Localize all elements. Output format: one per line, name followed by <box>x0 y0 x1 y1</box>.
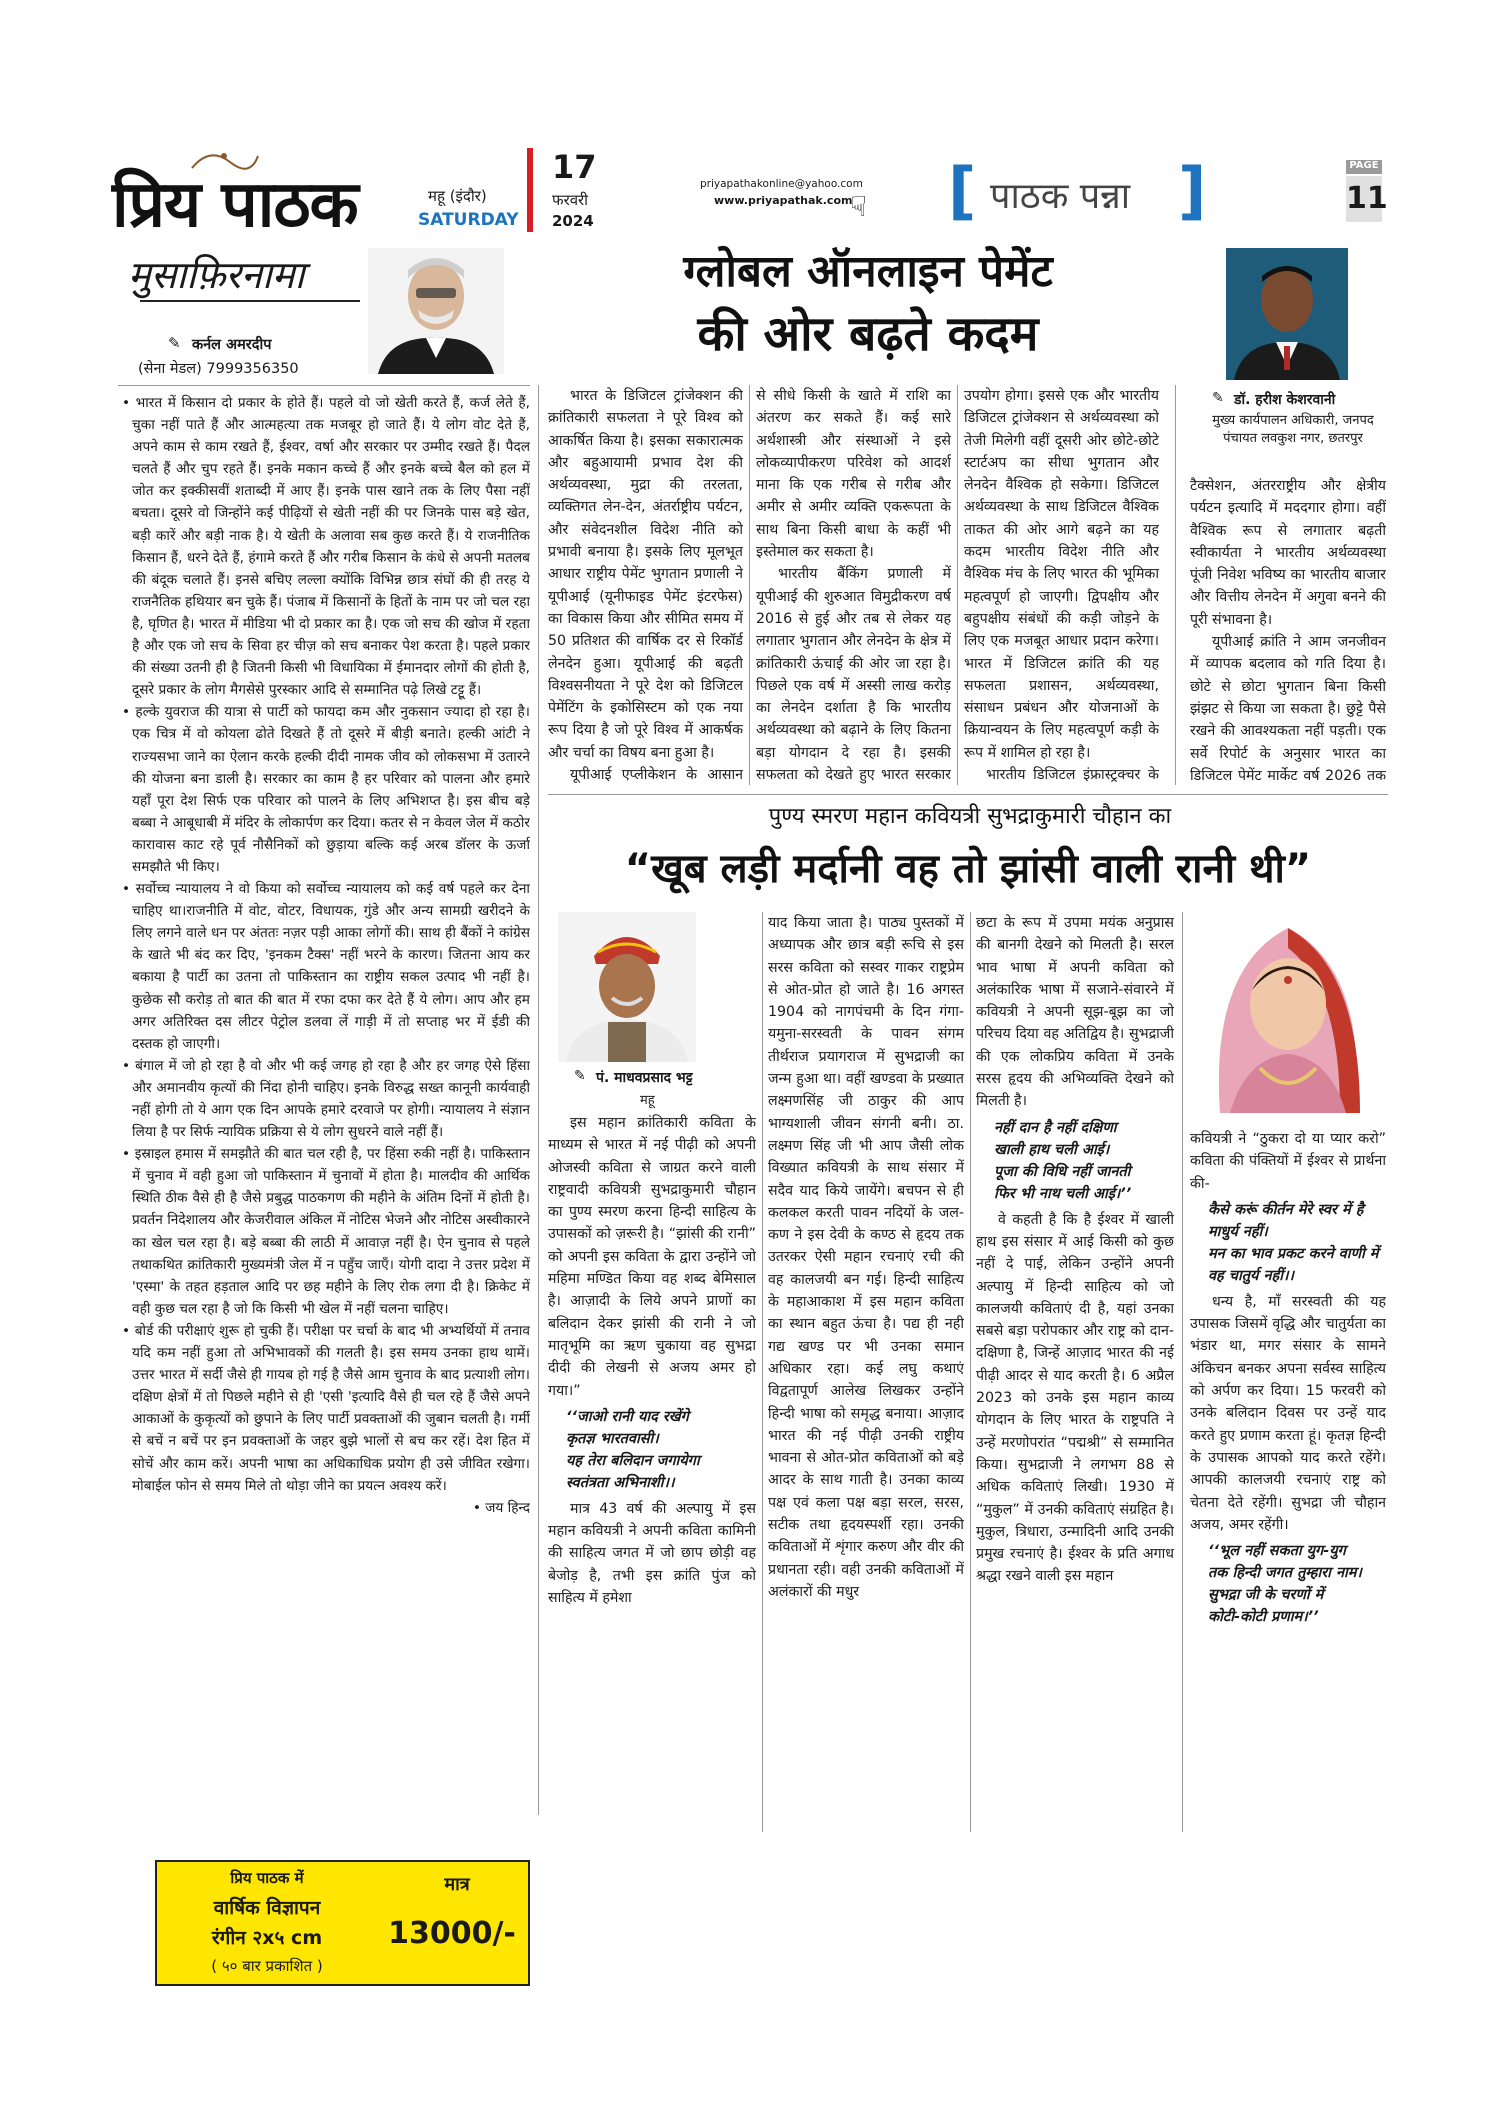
author-photo <box>368 248 504 374</box>
ad-line-1: प्रिय पाठक में <box>230 1869 304 1887</box>
date-month: फरवरी <box>552 191 589 209</box>
column-bullet: • हल्के युवराज की यात्रा से पार्टी को फायदा कम और नुकसान ज्यादा हो रहा है। एक चित्र में वो कोयला ढोते दिखते हैं तो दूसरे में बीड़ी बनाते। हल्की आंटी ने राज्यसभा जाने का ऐलान करके हल्की दीदी नामक जीव को लोकसभा में उतारने की योजना बना डाली है। सरकार का काम है हर परिवार को पालना और हमारे यहाँ पूरा देश सिर्फ एक परिवार को पालने के लिए अभिशप्त है। इस बीच बड़े बब्बा ने आबूधाबी में मंदिर के लोकार्पण कर दिया। कतर से न केवल जेल में कठोर कारावास काट रहे पूर्व नौसैनिकों को छुड़ाया बल्कि कई अरब डॉलर के ऊर्जा समझौते भी किए। <box>122 704 530 875</box>
column-bullet: • भारत में किसान दो प्रकार के होते हैं। पहले वो जो खेती करते हैं, कर्ज लेते हैं, चुका नहीं पाते हैं और आत्महत्या तक मजबूर हो जाते हैं। ये लोग वोट देते हैं, अपने काम से काम रखते हैं, ईश्वर, वर्षा और सरकार पर उम्मीद रखते हैं। पैदल चलते हैं और चुप रहते हैं। इनके मकान कच्चे हैं और इनके बच्चे बैल को हल में जोत कर इक्कीसवीं शताब्दी में आए हैं। इनके पास खाने तक के लिए पैसा नहीं बचता। दूसरे वो जिन्होंने कई पीढ़ियों से खेती नहीं की पर जिनके पास बड़े खेत, बड़ी कारें और बड़ी नाक है। ये खेती के अलावा सब कुछ करते हैं। ये राजनीतिक किसान हैं, धरने देते हैं, हंगामे करते हैं और गरीब किसान के कंधे से अपनी मतलब की बंदूक चलाते हैं। इनसे बचिए लल्ला क्योंकि विभिन्न छात्र संघों की ही तरह ये राजनैतिक हथियार बन चुके हैं। पंजाब में किसानों के हितों के नाम पर जो चल रहा है, घृणित है। भारत में मीडिया भी दो प्रकार का है। एक जो सच की खोज में रहता है और एक जो सच के सिवा हर चीज़ को सच बनाकर पेश करता है। पहले प्रकार की संख्या उतनी ही है जितनी किसी भी विधायिका में ईमानदार लोगों की होती है, दूसरे प्रकार के लोग मैगसेसे पुरस्कार आदि से सम्मानित पढ़े लिखे टट्टू हैं। <box>122 395 530 699</box>
poem-stanza: ‘‘जाओ रानी याद रखेंगे कृतज्ञ भारतवासी। यह तेरा बलिदान जगायेगा स्वतंत्रता अभिनाशी।। <box>566 1408 700 1491</box>
section-bracket-right: ] <box>1178 154 1207 227</box>
date-number: 17 <box>552 148 597 186</box>
column-author-sub: (सेना मेडल) 7999356350 <box>138 361 299 377</box>
column-body <box>118 392 530 1837</box>
hand-pointer-icon: ☟ <box>850 190 868 223</box>
poem-stanza: नहीं दान है नहीं दक्षिणा खाली हाथ चली आई। पूजा की विधि नहीं जानती फिर भी नाथ चली आई।’’ <box>994 1119 1132 1202</box>
article1-divider <box>957 385 958 785</box>
masthead-email: priyapathakonline@yahoo.com <box>700 178 863 190</box>
article2-author-photo <box>558 912 696 1062</box>
article1-author: डॉ. हरीश केशरवानी <box>1234 392 1336 408</box>
ad-line-3: रंगीन २x५ cm <box>211 1927 323 1949</box>
pen-icon: ✎ <box>168 334 181 352</box>
article1-headline-2: की ओर बढ़ते कदम <box>697 306 1039 362</box>
column-title-underline <box>140 300 360 302</box>
subhadra-portrait <box>1190 908 1386 1113</box>
article1-author-photo <box>1226 248 1348 380</box>
masthead-logo: प्रिय पाठक <box>112 167 358 242</box>
logo-swirl <box>190 150 260 172</box>
article2-author-place: महू <box>640 1093 655 1108</box>
article2-kicker: पुण्य स्मरण महान कवियत्री सुभद्राकुमारी चौहान का <box>768 804 1172 829</box>
date-year: 2024 <box>552 212 594 230</box>
column-author: कर्नल अमरदीप <box>192 337 272 353</box>
masthead-city: महू (इंदौर) <box>428 187 487 205</box>
poem-stanza: कैसे करूं कीर्तन मेरे स्वर में है माधुर्य नहीं। मन का भाव प्रकट करने वाणी में वह चातुर्य नहीं।। <box>1208 1201 1379 1284</box>
pen-icon: ✎ <box>1212 390 1224 406</box>
column-bullet: • सर्वोच्च न्यायालय ने वो किया को सर्वोच्च न्यायालय को कई वर्ष पहले कर देना चाहिए था।राजनीति में वोट, वोटर, विधायक, गुंडे और अन्य सामग्री खरीदने के लिए लगने वाले धन पर अंततः नज़र पड़ी आका लोगों की। साथ ही बैंकों ने कांग्रेस के खाते भी बंद कर दिए, 'इनकम टैक्स' नहीं भरने के कारण। जितना आय कर बकाया है पार्टी का उतना तो पाकिस्तान का राष्ट्रीय सकल उत्पाद भी नहीं है। कुछेक सौ करोड़ तो बात की बात में रफा दफा कर देते हैं ये लोग। आप और हम अगर अतिरिक्त दस लीटर पेट्रोल डलवा लें गाड़ी में तो सप्ताह भर में ईडी की दस्तक हो जाएगी। <box>122 881 530 1052</box>
column-bullet: • बोर्ड की परीक्षाएं शुरू हो चुकी हैं। परीक्षा पर चर्चा के बाद भी अभ्यर्थियों में तनाव यदि कम नहीं हुआ तो अभिभावकों की गलती है। इस समय उनका हाथ थामें। उत्तर भारत में सर्दी जैसे ही गायब हो गई है जैसे आम चुनाव के बाद प्रत्याशी लोग। दक्षिण क्षेत्रों में तो पिछले महीने से ही 'एसी 'इत्यादि वैसे ही चल रहे हैं जैसे अपने आकाओं के कुकृत्यों को छुपाने के लिए पार्टी प्रवक्ताओं की जुबान चलती है। गर्मी से बचें न बचें पर इन प्रवक्ताओं के जहर बुझे भालों से बच कर रहें। देश हित में सोचें और काम करें। अपनी भाषा का अधिकाधिक प्रयोग ही उसे जीवित रखेगा। मोबाईल फोन से समय मिले तो थोड़ा जीने का प्रयत्न अवश्य करें। <box>122 1322 530 1494</box>
masthead-day: SATURDAY <box>418 210 519 230</box>
masthead-red-rule <box>527 148 533 232</box>
column-bullet: • बंगाल में जो हो रहा है वो और भी कई जगह हो रहा है और हर जगह ऐसे हिंसा और अमानवीय कृत्यों की निंदा होनी चाहिए। इनके विरुद्ध सख्त कानूनी कार्यवाही नहीं होगी तो ये आग एक दिन आपके हमारे दरवाजे पर होगी। न्यायालय ने संज्ञान लिया है पर सिर्फ न्यायिक प्रक्रिया से ये लोग सुधरने वाले नहीं हैं। <box>122 1057 530 1141</box>
article2-divider <box>970 912 971 1832</box>
column-divider <box>538 385 539 1815</box>
ad-price-label: मात्र <box>444 1874 470 1895</box>
column-top-rule <box>118 385 530 386</box>
article2-col-2: याद किया जाता है। पाठ्य पुस्तकों में अध्यापक और छात्र बड़ी रूचि से इस सरस कविता को सस्वर गाकर राष्ट्रप्रेम से ओत-प्रोत हो जाते है। 16 अगस्त 1904 को नागपंचमी के दिन गंगा-यमुना-सरस्वती के पावन संगम तीर्थराज प्रयागराज में सुभद्राजी का जन्म हुआ था। वहीं खण्डवा के प्रख्यात लक्ष्मणसिंह जी ठाकुर की आप भाग्यशाली जीवन संगनी बनी। ठा. लक्ष्मण सिंह जी भी आप जैसी लोक विख्यात कवियत्री के साथ संसार में सदैव याद किये जायेंगे। बचपन से ही कलकल करती पावन नदियों के जल-कण ने इस देवी के कण्ठ से हृदय तक उतरकर ऐसी महान रचनाएं रची की वह कालजयी बन गई। हिन्दी साहित्य के महाआकाश में इस महान कविता का स्थान बहुत ऊंचा है। पद्य ही नही गद्य खण्ड पर भी उनका समान अधिकार रहा। कई लघु कथाएं विद्वतापूर्ण आलेख लिखकर उन्होंने हिन्दी भाषा को समृद्ध बनाया। आज़ाद भारत की नई पीढ़ी उनकी राष्ट्रीय भावना से ओत-प्रोत कविताओं को बड़े आदर के साथ गाती है। उनका काव्य पक्ष एवं कला पक्ष बड़ा सरल, सरस, सटीक तथा हृदयस्पर्शी रहा। उनकी कविताओं में शृंगार करुण और वीर की प्रधानता रही। वही उनकी कविताओं में अलंकारों की मधुर <box>768 915 964 1600</box>
section-bracket-left: [ <box>948 154 977 227</box>
column-bullet: • इस्राइल हमास में समझौते की बात चल रही है, पर हिंसा रुकी नहीं है। पाकिस्तान में चुनाव में वही हुआ जो पाकिस्तान में चुनावों में होता है। मालदीव की आर्थिक स्थिति ठीक वैसे ही है जैसे प्रबुद्ध पाठकगण की महीने के अंतिम दिनों में होती है। प्रवर्तन निदेशालय और केजरीवाल अंकिल में नोटिस भेजने और नोटिस अस्वीकारने का खेल चल रहा है। बड़े बब्बा की लाठी में आवाज़ नहीं है। ऐन चुनाव से पहले तथाकथित क्रांतिकारी मुख्यमंत्री जेल में न पहुँच जाएँ। योगी दादा ने उत्तर प्रदेश में 'एस्मा' के तहत हड़ताल आदि पर छह महीने के लिए रोक लगा दी है। क्रिकेट में वही कुछ चल रहा है जो कि किसी भी खेल में नहीं चलना चाहिए। <box>122 1146 530 1317</box>
article2-divider <box>762 912 763 1832</box>
article1-divider <box>1175 385 1176 785</box>
article1-col-1: भारत के डिजिटल ट्रांजेक्शन की क्रांतिकारी सफलता ने पूरे विश्व को आकर्षित किया है। इसका सकारात्मक और बहुआयामी प्रभाव देश की अर्थव्यवस्था, मुद्रा की तरलता, व्यक्तिगत लेन-देन, अंतर्राष्ट्रीय पर्यटन, और संवेदनशील विदेश नीति को प्रभावी बनाया है। इसके लिए मूलभूत आधार राष्ट्रीय पेमेंट भुगतान प्रणाली ने यूपीआई (यूनीफाइड पेमेंट इंटरफेस) का विकास किया और सीमित समय में 50 प्रतिशत की वार्षिक दर से रिकॉर्ड लेनदेन हुआ। यूपीआई की बढ़ती विश्वसनीयता ने पूरे देश को डिजिटल पेमेंटिंग के इकोसिस्टम को एक नया रूप दिया है जो पूरे विश्व में आकर्षक और चर्चा का विषय बना हुआ है। यूपीआई एप्लीकेशन के आसान <box>548 388 743 784</box>
article2-col-3: छटा के रूप में उपमा मयंक अनुप्रास की बानगी देखने को मिलती है। सरल भाव भाषा में अपनी कविता को अलंकारिक भाषा में सजाने-संवारने में कवियत्री ने अपनी सूझ-बूझ का जो परिचय दिया वह अतिद्विय है। सुभद्राजी की एक लोकप्रिय कविता में उनके सरस हृदय की अभिव्यक्ति देखने को मिलती है। नहीं दान है नहीं दक्षिणा खाली हाथ चली आई। पूजा की विधि नहीं जानती फिर भी नाथ चली आई।’’ वे कहती है कि है ईश्वर में खाली हाथ इस संसार में आई किसी को कुछ नहीं दे पाई, लेकिन उन्होंने अपनी अल्पायु में हिन्दी साहित्य को जो कालजयी कविताएं दी है, यहां उनका सबसे बड़ा परोपकार और राष्ट्र को दान-दक्षिणा है, जिन्हें आज़ाद भारत की नई पीढ़ी आदर से याद करती है। 6 अप्रैल 2023 को उनके इस महान काव्य योगदान के लिए भारत के राष्ट्रपति ने उन्हें मरणोपरांत “पद्मश्री” से सम्मानित किया। सुभद्राजी ने लगभग 88 से अधिक कविताएं लिखी। 1930 में “मुकुल” में उनकी कविताएं संग्रहित है। मुकुल, त्रिधारा, उन्मादिनी आदि उनकी प्रमुख रचनाएं है। ईश्वर के प्रति अगाध श्रद्धा रखने वाली इस महान <box>976 915 1174 1585</box>
column-title: मुसाफ़िरनामा <box>128 253 305 297</box>
ad-box[interactable] <box>155 1860 530 1986</box>
article2-col-4: कवियत्री ने “ठुकरा दो या प्यार करो” कविता की पंक्तियों में ईश्वर से प्रार्थना की- कैसे करूं कीर्तन मेरे स्वर में है माधुर्य नहीं। मन का भाव प्रकट करने वाणी में वह चातुर्य नहीं।। धन्य है, माँ सरस्वती की यह उपासक जिसमें वृद्धि और चातुर्यता का भंडार था, मगर संसार के सामने अंकिचन बनकर अपना सर्वस्व साहित्य को अर्पण कर दिया। 15 फरवरी को उनके बलिदान दिवस पर उन्हें याद करते हुए प्रणाम करता हूं। कृतज्ञ हिन्दी के उपासक आपको याद करते रहेंगे। आपकी कालजयी रचनाएं राष्ट्र को चेतना देते रहेंगी। सुभद्रा जी चौहान अजय, अमर रहेंगी। ‘‘भूल नहीं सकता युग-युग तक हिन्दी जगत तुम्हारा नाम। सुभद्रा जी के चरणों में कोटी-कोटी प्रणाम।’’ <box>1190 1128 1386 1833</box>
column-signoff: • जय हिन्द <box>472 1499 530 1516</box>
ad-line-2: वार्षिक विज्ञापन <box>213 1897 321 1919</box>
article1-divider <box>749 385 750 785</box>
masthead-website[interactable]: www.priyapathak.com <box>714 194 853 207</box>
article1-col-4: टैक्सेशन, अंतरराष्ट्रीय और क्षेत्रीय पर्यटन इत्यादि में मददगार होगा। वहीं वैश्विक रूप से लगातार बढ़ती स्वीकार्यता ने भारतीय अर्थव्यवस्था पूंजी निवेश भविष्य का भारतीय बाजार और वित्तीय लेनदेन में अगुवा बनने की पूरी संभावना है। यूपीआई क्रांति ने आम जनजीवन में व्यापक बदलाव को गति दिया है। छोटे से छोटा भुगतान बिना किसी झंझट से किया जा सकता है। छुट्टे पैसे रखने की आवश्यकता नहीं पड़ती। एक सर्वे रिपोर्ट के अनुसार भारत का डिजिटल पेमेंट मार्केट वर्ष 2026 तक <box>1190 478 1386 784</box>
page-label: PAGE <box>1346 160 1382 174</box>
pen-icon: ✎ <box>574 1068 586 1084</box>
poem-stanza: ‘‘भूल नहीं सकता युग-युग तक हिन्दी जगत तुम्हारा नाम। सुभद्रा जी के चरणों में कोटी-कोटी प्रणाम।’’ <box>1208 1543 1362 1626</box>
ad-line-4: ( ५० बार प्रकाशित ) <box>211 1957 323 1975</box>
article2-col-1: इस महान क्रांतिकारी कविता के माध्यम से भारत में नई पीढ़ी को अपनी ओजस्वी कविता से जाग्रत करने वाली राष्ट्रवादी कवियत्री सुभद्राकुमारी चौहान का पुण्य स्मरण करना हिन्दी साहित्य के उपासकों को ज़रूरी है। “झांसी की रानी” को अपनी इस कविता के द्वारा उन्होंने जो महिमा मण्डित किया वह शब्द बेमिसाल है। आज़ादी के लिये अपने प्राणों का बलिदान देकर झांसी की रानी ने जो मातृभूमि का ऋण चुकाया वह सुभद्रा दीदी की लेखनी से अजय अमर हो गया।” ‘‘जाओ रानी याद रखेंगे कृतज्ञ भारतवासी। यह तेरा बलिदान जगायेगा स्वतंत्रता अभिनाशी।। मात्र 43 वर्ष की अल्पायु में इस महान कवियत्री ने अपनी कविता कामिनी की साहित्य जगत में जो छाप छोड़ी वह बेजोड़ है, तभी इस क्रांति पुंज को साहित्य में हमेशा <box>548 1115 756 1607</box>
page-number: 11 <box>1346 176 1382 222</box>
article1-col-2: से सीधे किसी के खाते में राशि का अंतरण कर सकते हैं। कई सारे अर्थशास्त्री और संस्थाओं ने इसे लोकव्यापीकरण परिवेश को आदर्श माना कि एक गरीब से गरीब और अमीर से अमीर व्यक्ति एकरूपता के साथ बिना किसी बाधा के कहीं भी इस्तेमाल कर सकता है। भारतीय बैंकिंग प्रणाली में यूपीआई की शुरुआत विमुद्रीकरण वर्ष 2016 से हुई और तब से लेकर यह लगातार भुगतान और लेनदेन के क्षेत्र में क्रांतिकारी ऊंचाई की ओर जा रहा है। पिछले एक वर्ष में अस्सी लाख करोड़ का लेनदेन दर्शाता है कि भारतीय अर्थव्यवस्था को बढ़ाने के लिए कितना बड़ा योगदान दे रहा है। इसकी सफलता को देखते हुए भारत सरकार <box>756 388 951 784</box>
article1-headline-1: ग्लोबल ऑनलाइन पेमेंट <box>683 246 1053 297</box>
ad-price: 13000/- <box>388 1916 516 1951</box>
article1-bottom-rule <box>548 794 1388 795</box>
section-title: पाठक पन्ना <box>990 176 1131 217</box>
article2-author: पं. माधवप्रसाद भट्ट <box>596 1070 693 1086</box>
article2-divider <box>1182 912 1183 1832</box>
article2-headline: “खूब लड़ी मर्दानी वह तो झांसी वाली रानी थी” <box>624 846 1312 892</box>
article1-author-role: मुख्य कार्यपालन अधिकारी, जनपद पंचायत लवकुश नगर, छतरपुर <box>1212 413 1374 446</box>
article1-col-3: उपयोग होगा। इससे एक और भारतीय डिजिटल ट्रांजेक्शन से अर्थव्यवस्था को तेजी मिलेगी वहीं दूसरी ओर छोटे-छोटे स्टार्टअप का सीधा भुगतान और लेनदेन वैश्विक हो सकेगा। डिजिटल अर्थव्यवस्था के साथ डिजिटल वैश्विक ताकत की ओर आगे बढ़ने का यह कदम भारतीय विदेश नीति और वैश्विक मंच के लिए भारत की भूमिका महत्वपूर्ण हो जाएगी। द्विपक्षीय और बहुपक्षीय संबंधों की कड़ी जोड़ने के लिए एक मजबूत आधार प्रदान करेगा। भारत में डिजिटल क्रांति की यह सफलता प्रशासन, अर्थव्यवस्था, संसाधन प्रबंधन और योजनाओं के क्रियान्वयन के लिए महत्वपूर्ण कड़ी के रूप में शामिल हो रहा है। भारतीय डिजिटल इंफ्रास्ट्रक्चर के <box>964 388 1159 784</box>
